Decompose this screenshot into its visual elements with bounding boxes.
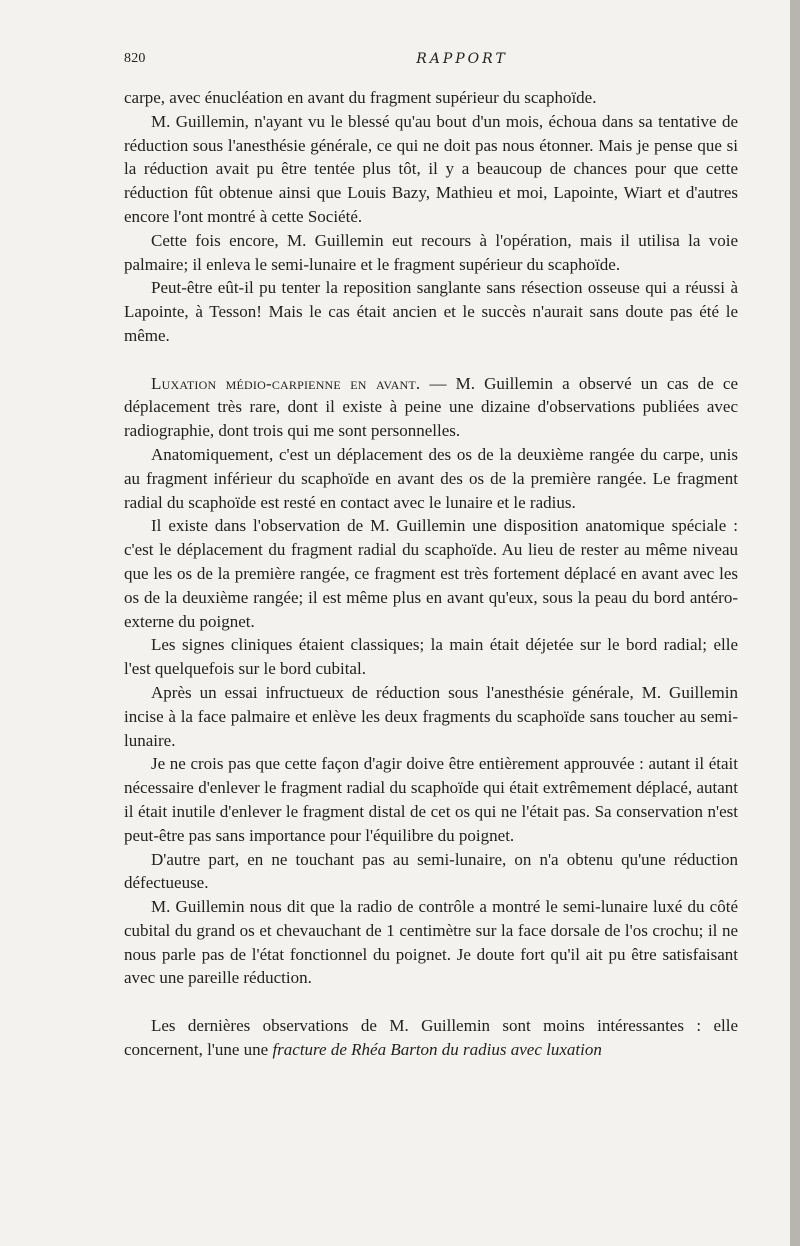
paragraph: Je ne crois pas que cette façon d'agir doive être entièrement approuvée : autant il était nécessaire d'enlever le fragment radial du scaphoïde qui était extrêmement déplacé, autant il était inutile d'enlever le fragment distal de cet os qui ne l'était pas. Sa conservation n'est peut-être pas sans importance pour l'équilibre du poignet.: [124, 754, 738, 845]
page-header: [124, 48, 740, 70]
paragraph-continuation: carpe, avec énucléation en avant du fragment supérieur du scaphoïde.: [124, 88, 597, 107]
running-title: RAPPORT: [416, 51, 508, 67]
paragraph: M. Guillemin, n'ayant vu le blessé qu'au bout d'un mois, échoua dans sa tentative de réduction sous l'anesthésie générale, ce qui ne doit pas nous étonner. Mais je pense que si la réduction avait pu être tentée plus tôt, il y a beaucoup de chances pour que cette réduction fût obtenue ainsi que Louis Bazy, Mathieu et moi, Lapointe, Wiart et d'autres encore l'ont montré à cette Société.: [124, 111, 738, 226]
final-paragraph: [124, 1014, 738, 1062]
page-number: 820: [124, 51, 146, 66]
paragraph: Les signes cliniques étaient classiques; la main était déjetée sur le bord radial; elle l'est quelquefois sur le bord cubital.: [124, 635, 738, 679]
document-body: [124, 86, 738, 1062]
paragraph: Il existe dans l'observation de M. Guillemin une disposition anatomique spéciale : c'est le déplacement du fragment radial du scaphoïde. Au lieu de rester au même niveau que les os de la première rangée, ce fragment est très fortement déplacé en avant avec les os de la deuxième rangée; il est même plus en avant qu'eux, sous la peau du bord antéro-externe du poignet.: [124, 516, 738, 631]
paragraph: Peut-être eût-il pu tenter la reposition sanglante sans résection osseuse qui a réussi à Lapointe, à Tesson! Mais le cas était ancien et le succès n'aurait sans doute pas été le même.: [124, 278, 738, 345]
paragraph: D'autre part, en ne touchant pas au semi-lunaire, on n'a obtenu qu'une réduction défectueuse.: [124, 849, 738, 893]
page-edge: [790, 0, 800, 1246]
paragraph: Après un essai infructueux de réduction sous l'anesthésie générale, M. Guillemin incise à la face palmaire et enlève les deux fragments du scaphoïde sans toucher au semi-lunaire.: [124, 682, 738, 750]
italic-title: fracture de Rhéa Barton du radius avec luxation: [272, 1039, 602, 1059]
section-text: — M. Guillemin a observé un cas de ce déplacement très rare, dont il existe à peine une dizaine d'observations publiées avec radiographie, dont trois qui me sont personnelles.: [124, 373, 739, 441]
section-paragraph: [124, 372, 738, 443]
paragraph: M. Guillemin nous dit que la radio de contrôle a montré le semi-lunaire luxé du côté cubital du grand os et chevauchant de 1 centimètre sur la face dorsale de l'os crochu; il ne nous parle pas de l'état fonctionnel du poignet. Je doute fort qu'il ait pu être satisfaisant avec une pareille réduction.: [124, 897, 738, 988]
paragraph: Anatomiquement, c'est un déplacement des os de la deuxième rangée du carpe, unis au fragment inférieur du scaphoïde en avant des os de la première rangée. Le fragment radial du scaphoïde est resté en contact avec le lunaire et le radius.: [124, 444, 738, 512]
paragraph: Cette fois encore, M. Guillemin eut recours à l'opération, mais il utilisa la voie palmaire; il enleva le semi-lunaire et le fragment supérieur du scaphoïde.: [124, 230, 738, 274]
section-heading: Luxation médio-carpienne en avant.: [151, 373, 421, 393]
final-paragraph-text: Les dernières observations de M. Guillemin sont moins intéressantes : elle concernent, l'une une: [124, 1016, 738, 1059]
